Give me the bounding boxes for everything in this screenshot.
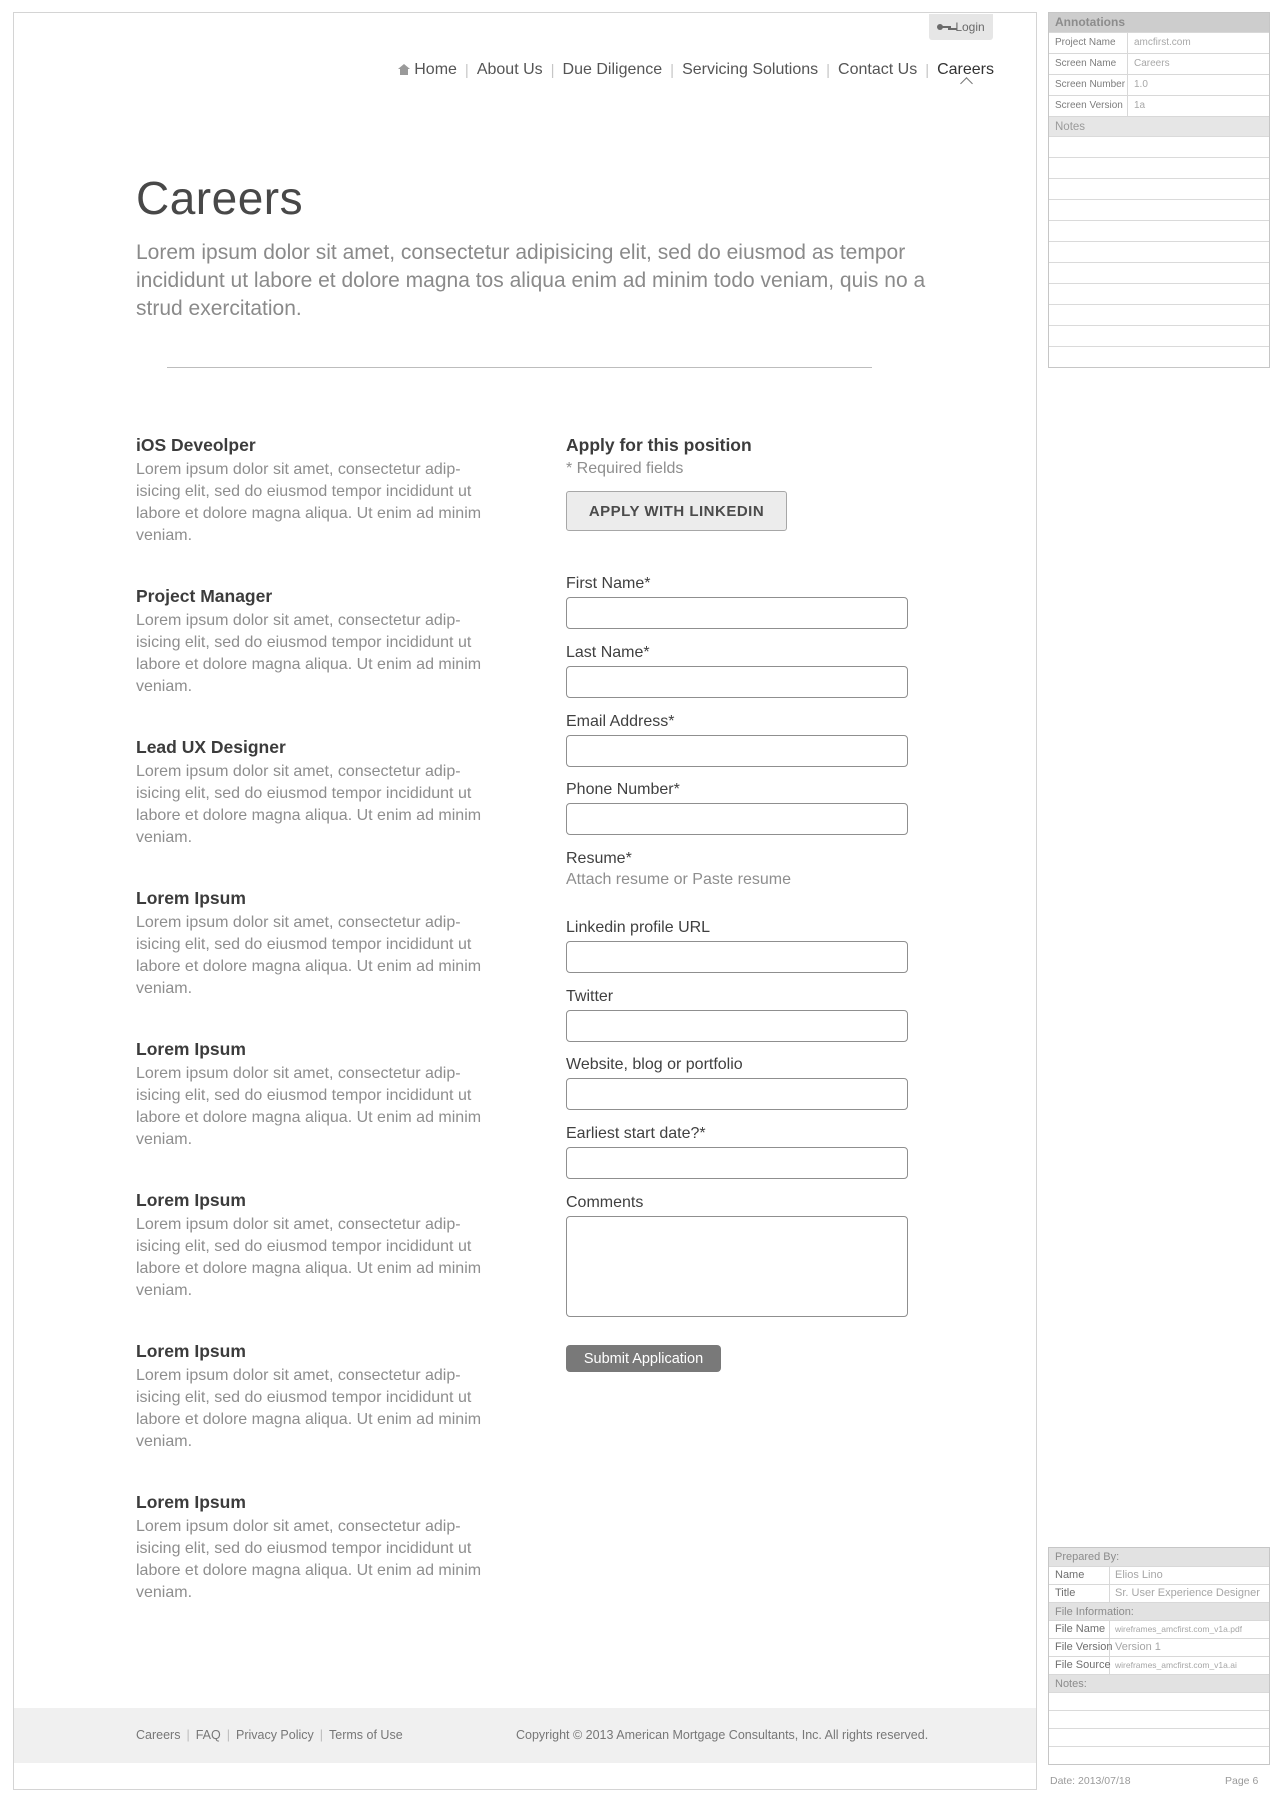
page-intro: Lorem ipsum dolor sit amet, consectetur adipisicing elit, sed do eiusmod as tempor incididunt ut labore et dolore magna tos aliqua enim ad minim todo veniam, quis no a strud exercitation. [136,241,926,320]
prepared-key: Title [1049,1585,1110,1602]
footer-separator: | [319,1728,324,1742]
twitter-label: Twitter [566,988,614,1005]
nav-separator: | [925,61,930,79]
job-item[interactable] [136,1038,486,1189]
job-description: Lorem ipsum dolor sit amet, consectetur adip-isicing elit, sed do eiusmod tempor incididunt ut labore et dolore magna aliqua. Ut enim ad minim veniam. [136,914,482,997]
notes-line [1049,220,1269,241]
comments-textarea[interactable] [566,1216,908,1317]
home-icon [398,64,410,75]
linkedin-url-group [566,918,911,973]
required-fields-note: * Required fields [566,460,684,477]
annotation-key: Project Name [1049,33,1128,53]
job-title[interactable]: Lorem Ipsum [136,1341,246,1361]
annotation-row [1049,53,1269,74]
footer-link-terms[interactable]: Terms of Use [329,1728,403,1742]
linkedin-url-input[interactable] [566,941,908,973]
start-date-group [566,1124,911,1179]
nav-contact-us[interactable]: Contact Us [838,61,918,78]
comments-group [566,1193,911,1317]
annotation-row [1049,95,1269,116]
notes-line [1049,1692,1269,1710]
first-name-input[interactable] [566,597,908,629]
login-label: Login [955,20,985,34]
notes-line [1049,136,1269,157]
job-item[interactable] [136,887,486,1038]
job-title[interactable]: Lorem Ipsum [136,1190,246,1210]
nav-separator: | [670,61,675,79]
notes-line [1049,157,1269,178]
nav-home[interactable] [398,61,457,79]
file-name: wireframes_amcfirst.com_v1a.pdf [1115,1624,1243,1634]
annotation-value: amcfirst.com [1134,37,1191,48]
job-description: Lorem ipsum dolor sit amet, consectetur adip-isicing elit, sed do eiusmod tempor incididunt ut labore et dolore magna aliqua. Ut enim ad minim veniam. [136,1367,482,1450]
phone-input[interactable] [566,803,908,835]
job-description: Lorem ipsum dolor sit amet, consectetur adip-isicing elit, sed do eiusmod tempor incididunt ut labore et dolore magna aliqua. Ut enim ad minim veniam. [136,1065,482,1148]
job-item[interactable] [136,1491,486,1642]
annotation-value: Careers [1134,58,1170,69]
website-group [566,1055,911,1110]
nav-separator: | [464,61,469,79]
document-date: Date: 2013/07/18 [1050,1775,1131,1787]
prepared-row [1049,1566,1269,1584]
resume-attach-link[interactable]: Attach resume or Paste resume [566,871,791,888]
annotations-panel [1048,12,1270,368]
resume-label: Resume* [566,850,632,867]
job-description: Lorem ipsum dolor sit amet, consectetur adip-isicing elit, sed do eiusmod tempor incididunt ut labore et dolore magna aliqua. Ut enim ad minim veniam. [136,461,482,544]
email-label: Email Address* [566,713,675,730]
prepared-row [1049,1638,1269,1656]
job-title[interactable]: Lead UX Designer [136,737,286,757]
notes-line [1049,346,1269,367]
email-group [566,712,911,767]
annotation-value: 1a [1134,100,1146,111]
annotation-key: Screen Name [1049,54,1128,74]
nav-servicing-solutions[interactable]: Servicing Solutions [682,61,819,78]
prepared-name: Elios Lino [1115,1569,1163,1581]
notes-line [1049,304,1269,325]
job-description: Lorem ipsum dolor sit amet, consectetur adip-isicing elit, sed do eiusmod tempor incididunt ut labore et dolore magna aliqua. Ut enim ad minim veniam. [136,612,482,695]
phone-group [566,780,911,835]
email-input[interactable] [566,735,908,767]
login-button[interactable] [929,14,993,40]
notes-line [1049,283,1269,304]
prepared-row [1049,1620,1269,1638]
annotation-row [1049,32,1269,53]
job-title[interactable]: Project Manager [136,586,273,606]
footer-links [136,1728,403,1742]
job-title[interactable]: Lorem Ipsum [136,1492,246,1512]
prepared-notes-heading: Notes: [1049,1674,1269,1692]
nav-about-us[interactable]: About Us [476,61,543,78]
linkedin-url-label: Linkedin profile URL [566,919,711,936]
prepared-row [1049,1656,1269,1674]
comments-label: Comments [566,1194,644,1211]
annotations-heading: Annotations [1049,13,1269,32]
footer [14,1708,1036,1763]
start-date-label: Earliest start date?* [566,1125,706,1142]
annotation-key: Screen Version [1049,96,1128,116]
first-name-label: First Name* [566,575,651,592]
notes-line [1049,1746,1269,1764]
job-item[interactable] [136,434,486,585]
job-description: Lorem ipsum dolor sit amet, consectetur adip-isicing elit, sed do eiusmod tempor incididunt ut labore et dolore magna aliqua. Ut enim ad minim veniam. [136,1518,482,1601]
last-name-label: Last Name* [566,644,650,661]
nav-due-diligence[interactable]: Due Diligence [562,61,663,78]
copyright: Copyright © 2013 American Mortgage Consultants, Inc. All rights reserved. [516,1728,929,1742]
prepared-row [1049,1584,1269,1602]
twitter-input[interactable] [566,1010,908,1042]
prepared-key: File Version [1049,1639,1110,1656]
job-item[interactable] [136,1189,486,1340]
footer-separator: | [226,1728,230,1742]
footer-separator: | [186,1728,190,1742]
nav-separator: | [826,61,831,79]
notes-line [1049,262,1269,283]
page-number: Page 6 [1225,1775,1259,1787]
notes-line [1049,1728,1269,1746]
job-title[interactable]: iOS Deveolper [136,435,256,455]
wireframe-canvas [13,12,1037,1790]
phone-label: Phone Number* [566,781,680,798]
job-title[interactable]: Lorem Ipsum [136,1039,246,1059]
annotation-notes-heading: Notes [1049,116,1269,136]
start-date-input[interactable] [566,1147,908,1179]
prepared-key: Name [1049,1567,1110,1584]
notes-line [1049,178,1269,199]
form-title: Apply for this position [566,435,752,455]
footer-link-privacy[interactable]: Privacy Policy [235,1728,314,1742]
last-name-input[interactable] [566,666,908,698]
job-description: Lorem ipsum dolor sit amet, consectetur adip-isicing elit, sed do eiusmod tempor incididunt ut labore et dolore magna aliqua. Ut enim ad minim veniam. [136,763,482,846]
job-item[interactable] [136,1340,486,1491]
resume-group [566,849,911,891]
notes-line [1049,199,1269,220]
last-name-group [566,643,911,698]
notes-line [1049,325,1269,346]
divider [167,367,872,368]
apply-with-linkedin-button[interactable]: APPLY WITH LINKEDIN [566,491,787,531]
twitter-group [566,987,911,1042]
website-label: Website, blog or portfolio [566,1056,743,1073]
main-nav [398,61,994,79]
annotation-row [1049,74,1269,95]
annotation-value: 1.0 [1134,79,1148,90]
footer-link-faq[interactable]: FAQ [195,1728,221,1742]
footer-link-careers[interactable]: Careers [136,1728,181,1742]
annotation-key: Screen Number [1049,75,1128,95]
prepared-key: File Source [1049,1657,1110,1674]
notes-line [1049,1710,1269,1728]
nav-separator: | [550,61,555,79]
job-item[interactable] [136,585,486,736]
submit-application-button[interactable]: Submit Application [566,1345,721,1372]
page-title: Careers [136,172,304,224]
file-version: Version 1 [1115,1641,1161,1653]
job-item[interactable] [136,736,486,887]
job-list [136,434,486,1642]
prepared-title: Sr. User Experience Designer [1115,1587,1260,1599]
prepared-key: File Name [1049,1621,1110,1638]
job-title[interactable]: Lorem Ipsum [136,888,246,908]
key-icon [937,23,951,31]
prepared-by-panel [1048,1547,1270,1765]
file-source: wireframes_amcfirst.com_v1a.ai [1115,1660,1237,1670]
nav-careers[interactable]: Careers [937,61,994,78]
nav-home-label: Home [414,61,457,78]
file-info-heading: File Information: [1049,1602,1269,1620]
website-input[interactable] [566,1078,908,1110]
notes-line [1049,241,1269,262]
first-name-group [566,574,911,629]
prepared-by-heading: Prepared By: [1049,1548,1269,1566]
job-description: Lorem ipsum dolor sit amet, consectetur adip-isicing elit, sed do eiusmod tempor incididunt ut labore et dolore magna aliqua. Ut enim ad minim veniam. [136,1216,482,1299]
application-form [566,434,911,1367]
